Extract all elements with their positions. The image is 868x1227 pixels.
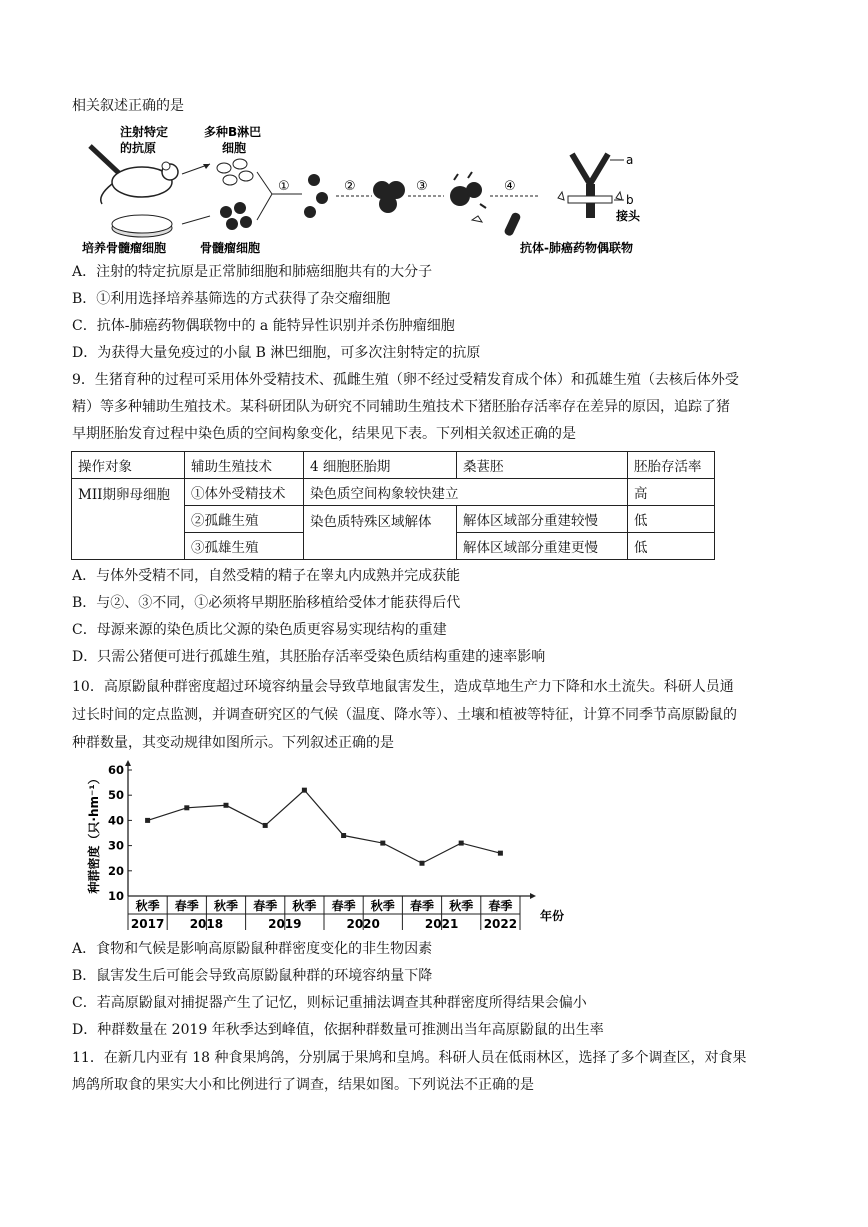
q10-stem-2: 过长时间的定点监测，并调查研究区的气候（温度、降水等）、土壤和植被等特征，计算不同季节高原鼢鼠的 xyxy=(72,707,737,723)
step-2: ② xyxy=(344,179,356,194)
x-tick-label: 秋季 xyxy=(370,899,395,913)
y-tick-label: 30 xyxy=(107,838,124,853)
y-tick-label: 50 xyxy=(107,788,124,803)
table-cell-object: MII期卵母细胞 xyxy=(72,479,185,560)
data-point xyxy=(224,803,229,808)
q8-diagram xyxy=(82,124,682,260)
hybridoma-cells-icon xyxy=(373,181,405,213)
q9-stem-2: 精）等多种辅助生殖技术。某科研团队为研究不同辅助生殖技术下猪胚胎存活率存在差异的原因，追踪了猪 xyxy=(72,399,730,415)
table-cell: 解体区域部分重建更慢 xyxy=(457,533,628,560)
table-cell: 低 xyxy=(628,506,715,533)
x-tick-label: 秋季 xyxy=(213,899,239,913)
label-b: b xyxy=(626,193,634,207)
x-tick-label: 春季 xyxy=(409,899,435,913)
q9-option-c: C．母源来源的染色质比父源的染色质更容易实现结构的重建 xyxy=(72,622,447,638)
q9-table xyxy=(71,451,715,560)
q8-option-c: C．抗体-肺癌药物偶联物中的 a 能特异性识别并杀伤肿瘤细胞 xyxy=(72,318,455,334)
data-point xyxy=(341,833,346,838)
table-header: 辅助生殖技术 xyxy=(185,452,304,479)
y-axis-arrow xyxy=(125,760,131,766)
antibody-cells-icon xyxy=(450,172,486,208)
q9-option-d: D．只需公猪便可进行孤雄生殖，其胚胎存活率受染色质结构重建的速率影响 xyxy=(72,649,546,665)
y-tick-label: 40 xyxy=(107,813,124,828)
x-tick-label: 秋季 xyxy=(449,899,474,913)
x-tick-label: 春季 xyxy=(331,899,356,913)
label-joint: 接头 xyxy=(616,209,641,223)
year-label: 2021 xyxy=(424,917,459,931)
q10-option-c: C．若高原鼢鼠对捕捉器产生了记忆，则标记重捕法调查其种群密度所得结果会偏小 xyxy=(72,995,587,1011)
population-density-chart xyxy=(84,758,564,936)
table-header: 4 细胞胚胎期 xyxy=(304,452,457,479)
year-label: 2020 xyxy=(346,917,380,931)
q11-stem-2: 鸠鸽所取食的果实大小和比例进行了调查，结果如图。下列说法不正确的是 xyxy=(72,1077,534,1093)
inject-label-2: 的抗原 xyxy=(120,141,157,155)
step-4: ④ xyxy=(504,179,516,194)
q9-option-b: B．与②、③不同，①必须将早期胚胎移植给受体才能获得后代 xyxy=(72,595,461,611)
x-tick-label: 春季 xyxy=(174,899,199,913)
x-tick-label: 春季 xyxy=(488,899,513,913)
y-tick-label: 20 xyxy=(107,863,124,878)
table-cell: 染色质特殊区域解体 xyxy=(304,506,457,560)
table-cell: 低 xyxy=(628,533,715,560)
data-point xyxy=(145,818,150,823)
q8-stem-tail: 相关叙述正确的是 xyxy=(72,98,184,114)
culture-dish-icon xyxy=(112,215,172,237)
x-tick-label: 春季 xyxy=(253,899,278,913)
table-header: 操作对象 xyxy=(72,452,185,479)
table-cell: ②孤雌生殖 xyxy=(185,506,304,533)
x-tick-label: 秋季 xyxy=(135,899,160,913)
y-tick-label: 60 xyxy=(107,763,124,777)
table-header: 胚胎存活率 xyxy=(628,452,715,479)
table-cell: 染色质空间构象较快建立 xyxy=(304,479,628,506)
q10-option-b: B．鼠害发生后可能会导致高原鼢鼠种群的环境容纳量下降 xyxy=(72,968,433,984)
inject-label-1: 注射特定 xyxy=(120,125,169,139)
data-point xyxy=(380,841,385,846)
fusion-cells-icon xyxy=(304,174,328,218)
q9-stem-1: 9．生猪育种的过程可采用体外受精技术、孤雌生殖（卵不经过受精发育成个体）和孤雄生殖（去核后体外受 xyxy=(72,372,739,388)
q10-option-d: D．种群数量在 2019 年秋季达到峰值，依据种群数量可推测出当年高原鼢鼠的出生率 xyxy=(72,1022,604,1038)
series-line xyxy=(148,790,501,863)
data-point xyxy=(302,788,307,793)
year-label: 2022 xyxy=(483,917,518,931)
y-tick-label: 10 xyxy=(107,889,124,903)
bcell-label-1: 多种B淋巴 xyxy=(204,125,262,139)
data-point xyxy=(184,805,189,810)
q8-option-b: B．①利用选择培养基筛选的方式获得了杂交瘤细胞 xyxy=(72,291,391,307)
table-header-row xyxy=(72,452,715,479)
bcell-label-2: 细胞 xyxy=(222,141,247,155)
data-point xyxy=(263,823,268,828)
x-tick-label: 秋季 xyxy=(292,899,317,913)
q10-stem-3: 种群数量，其变动规律如图所示。下列叙述正确的是 xyxy=(72,735,394,751)
q11-stem-1: 11．在新几内亚有 18 种食果鸠鸽，分别属于果鸠和皇鸠。科研人员在低雨林区，选择了多个调查区，对食果 xyxy=(72,1050,747,1066)
step-3: ③ xyxy=(416,179,428,194)
data-point xyxy=(420,861,425,866)
data-point xyxy=(498,851,503,856)
b-cells-icon xyxy=(217,159,253,185)
drug-tube-icon xyxy=(503,211,521,237)
q8-option-a: A．注射的特定抗原是正常肺细胞和肺癌细胞共有的大分子 xyxy=(72,264,433,280)
myeloma-label: 骨髓瘤细胞 xyxy=(200,241,261,255)
year-label: 2017 xyxy=(130,917,165,931)
table-cell: ③孤雄生殖 xyxy=(185,533,304,560)
conjugate-label: 抗体-肺癌药物偶联物 xyxy=(520,241,633,255)
q10-stem-1: 10．高原鼢鼠种群密度超过环境容纳量会导致草地鼠害发生，造成草地生产力下降和水土流失。科研人员通 xyxy=(72,679,734,695)
table-row xyxy=(72,479,715,506)
y-axis-label: 种群密度（只·hm⁻¹） xyxy=(87,772,101,894)
data-point xyxy=(459,841,464,846)
label-a: a xyxy=(626,153,634,167)
q9-stem-3: 早期胚胎发育过程中染色质的空间构象变化，结果见下表。下列相关叙述正确的是 xyxy=(72,426,576,442)
q8-option-d: D．为获得大量免疫过的小鼠 B 淋巴细胞，可多次注射特定的抗原 xyxy=(72,345,481,361)
x-axis-label: 年份 xyxy=(540,909,564,923)
step-1: ① xyxy=(278,179,290,194)
table-header: 桑葚胚 xyxy=(457,452,628,479)
myeloma-cells-icon xyxy=(220,202,252,230)
table-cell: 高 xyxy=(628,479,715,506)
table-cell: 解体区域部分重建较慢 xyxy=(457,506,628,533)
q9-option-a: A．与体外受精不同，自然受精的精子在睾丸内成熟并完成获能 xyxy=(72,568,461,584)
x-axis-arrow xyxy=(530,893,536,899)
year-label: 2019 xyxy=(268,917,302,931)
q10-option-a: A．食物和气候是影响高原鼢鼠种群密度变化的非生物因素 xyxy=(72,941,433,957)
antibody-conjugate-icon xyxy=(558,154,622,218)
table-cell: ①体外受精技术 xyxy=(185,479,304,506)
culture-label: 培养骨髓瘤细胞 xyxy=(82,241,167,255)
year-label: 2018 xyxy=(189,917,224,931)
